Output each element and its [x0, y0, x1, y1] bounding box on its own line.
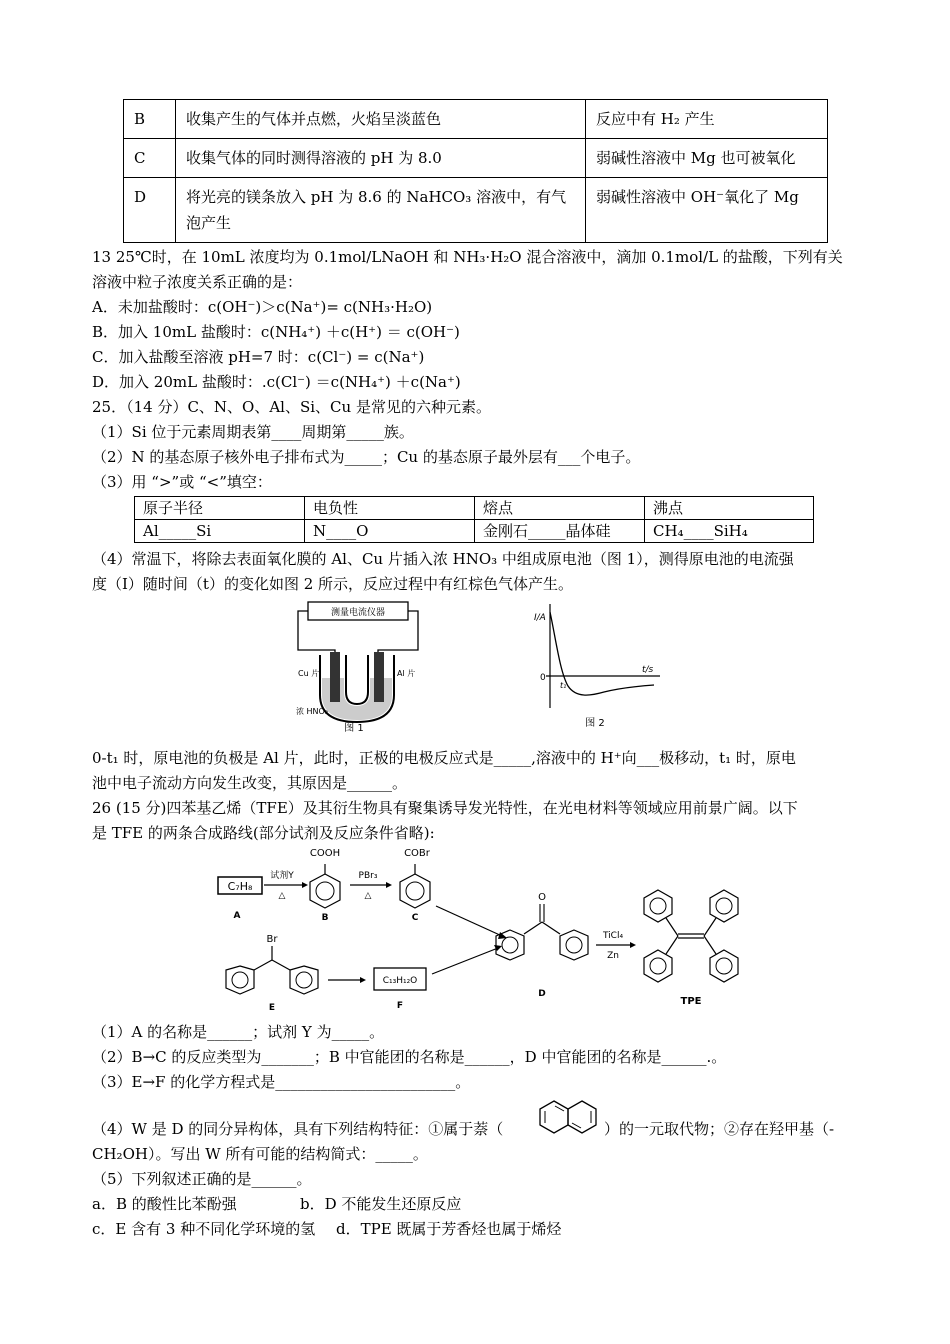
double-bond [555, 1106, 564, 1111]
experiment-table [123, 99, 828, 243]
q25-part1: （1）Si 位于元素周期表第____周期第_____族。 [92, 423, 414, 441]
header-boiling-point: 沸点 [645, 497, 814, 520]
t1-label: t₁ [560, 681, 567, 690]
compound-f-formula: C₁₃H₁₂O [382, 976, 418, 986]
q13-option-d: D．加入 20mL 盐酸时：.c(Cl⁻) ＝c(NH₄⁺) ＋c(Na⁺) [92, 373, 461, 391]
aromatic-circle [296, 972, 312, 988]
table-row [124, 139, 828, 178]
bond [524, 922, 542, 934]
q25-part4-line1: （4）常温下，将除去表面氧化膜的 Al、Cu 片插入浓 HNO₃ 中组成原电池（图 1），测得原电池的电流强 [92, 550, 794, 568]
q26-option-d: d．TPE 既属于芳香烃也属于烯烃 [336, 1220, 562, 1238]
q26-option-b: b．D 不能发生还原反应 [300, 1195, 462, 1213]
compound-f-label: F [396, 1001, 404, 1011]
al-label: Al 片 [397, 669, 416, 678]
pbr3-label: PBr₃ [358, 871, 378, 881]
q13-option-c: C．加入盐酸至溶液 pH=7 时：c(Cl⁻) = c(Na⁺) [92, 348, 425, 366]
bond [666, 918, 678, 936]
aromatic-circle [566, 937, 582, 953]
compound-b-label: B [321, 913, 329, 923]
q26-option-c: c．E 含有 3 种不同化学环境的氢 [92, 1220, 316, 1238]
operation-cell: 将光亮的镁条放入 pH 为 8.6 的 NaHCO₃ 溶液中，有气泡产生 [176, 178, 586, 243]
cooh-group: COOH [309, 848, 341, 859]
q25-part5-line1: 0-t₁ 时，原电池的负极是 Al 片，此时，正极的电极反应式是_____,溶液中的 H⁺向___极移动，t₁ 时，原电 [92, 749, 796, 767]
header-radius: 原子半径 [135, 497, 305, 520]
compound-d-label: D [538, 989, 546, 999]
benzene-ring-d2 [560, 930, 588, 960]
origin-label: 0 [540, 673, 546, 683]
row-label: C [124, 139, 176, 178]
ticl4-label: TiCl₄ [602, 931, 624, 941]
aromatic-circle [716, 958, 732, 974]
y-axis-label: I/A [534, 613, 546, 623]
benzene-ring-e1 [226, 966, 254, 994]
arrow-head-icon [386, 882, 392, 888]
compound-a-label: A [233, 911, 241, 921]
conclusion-cell: 弱碱性溶液中 Mg 也可被氧化 [586, 139, 828, 178]
aromatic-circle [406, 882, 424, 900]
q25-part5-line2: 池中电子流动方向发生改变，其原因是______。 [92, 774, 408, 792]
tpe-label: TPE [680, 996, 702, 1007]
q13-stem-line1: 13 25℃时，在 10mL 浓度均为 0.1mol/LNaOH 和 NH₃·H₂O 混合溶液中，滴加 0.1mol/L 的盐酸，下列有关 [92, 248, 843, 266]
q25-part4-line2: 度（I）随时间（t）的变化如图 2 所示，反应过程中有红棕色气体产生。 [92, 575, 574, 593]
heat-symbol: △ [364, 891, 372, 901]
bromo-group: Br [266, 934, 278, 945]
q13-option-b: B．加入 10mL 盐酸时：c(NH₄⁺) ＋c(H⁺) ＝ c(OH⁻) [92, 323, 460, 341]
compound-e-label: E [268, 1003, 276, 1013]
q26-sub5: （5）下列叙述正确的是______。 [92, 1170, 312, 1188]
acid-label: 浓 HNO₃ [296, 707, 329, 716]
current-curve [550, 612, 654, 695]
q26-sub3: （3）E→F 的化学方程式是________________________。 [92, 1073, 471, 1091]
bond [542, 922, 560, 934]
benzene-ring-e2 [290, 966, 318, 994]
benzene-ring-tpe2 [710, 890, 738, 922]
cell-boiling-point: CH₄____SiH₄ [645, 520, 814, 543]
arrow-c-d [436, 906, 502, 936]
meter-label: 测量电流仪器 [330, 608, 386, 618]
table-header-row [135, 497, 814, 520]
aromatic-circle [502, 937, 518, 953]
benzene-ring-d1 [496, 930, 524, 960]
arrow-head-icon [360, 977, 366, 983]
benzene-ring-b [310, 874, 340, 908]
zn-label: Zn [607, 951, 619, 961]
q26-sub2: （2）B→C 的反应类型为_______；B 中官能团的名称是______，D 中官能团的名称是______.。 [92, 1048, 727, 1066]
cu-label: Cu 片 [298, 669, 320, 678]
conclusion-cell: 反应中有 H₂ 产生 [586, 100, 828, 139]
header-electronegativity: 电负性 [305, 497, 475, 520]
al-electrode [374, 652, 384, 702]
heat-symbol: △ [278, 891, 286, 901]
benzene-ring-c [400, 874, 430, 908]
header-melting-point: 熔点 [475, 497, 645, 520]
naphthalene-ring-1 [540, 1101, 568, 1133]
q25-title: 25．（14 分）C、N、O、Al、Si、Cu 是常见的六种元素。 [92, 398, 491, 416]
q26-sub1: （1）A 的名称是______；试剂 Y 为_____。 [92, 1023, 385, 1041]
synthesis-scheme [210, 842, 750, 1022]
cell-electronegativity: N____O [305, 520, 475, 543]
aromatic-circle [650, 958, 666, 974]
aromatic-circle [650, 898, 666, 914]
bond [666, 936, 678, 954]
q26-sub4-part3: CH₂OH）。写出 W 所有可能的结构简式：_____。 [92, 1145, 428, 1163]
naphthalene-ring-2 [568, 1101, 596, 1133]
arrow-head-icon [494, 945, 502, 951]
arrow-head-icon [302, 882, 308, 888]
bond [254, 960, 272, 970]
figure-1-caption: 图 1 [344, 723, 364, 734]
aromatic-circle [716, 898, 732, 914]
benzene-ring-tpe3 [644, 950, 672, 982]
benzene-ring-tpe4 [710, 950, 738, 982]
figure-1-cell [290, 600, 425, 735]
bond [704, 936, 716, 954]
reagent-y-label: 试剂Y [270, 871, 294, 881]
q26-option-a: a．B 的酸性比苯酚强 [92, 1195, 237, 1213]
q13-stem-line2: 溶液中粒子浓度关系正确的是： [92, 273, 303, 291]
double-bond [572, 1123, 581, 1128]
bond [704, 918, 716, 936]
figure-2-current-graph [520, 600, 670, 735]
q13-option-a: A．未加盐酸时：c(OH⁻)＞c(Na⁺)= c(NH₃·H₂O) [92, 298, 433, 316]
figure-2-caption: 图 2 [585, 718, 605, 729]
u-tube-inner [346, 655, 368, 704]
q25-part3: （3）用 “>”或 “<”填空： [92, 473, 272, 491]
table-row [135, 520, 814, 543]
table-row [124, 100, 828, 139]
arrow-head-icon [630, 942, 636, 948]
conclusion-cell: 弱碱性溶液中 OH⁻氧化了 Mg [586, 178, 828, 243]
row-label: D [124, 178, 176, 243]
compound-c-label: C [411, 913, 419, 923]
naphthalene-structure [536, 1095, 600, 1139]
q26-title-line1: 26 (15 分)四苯基乙烯（TFE）及其衍生物具有聚集诱导发光特性，在光电材料等领域应用前景广阔。以下 [92, 799, 798, 817]
q26-sub4-part2: ）的一元取代物；②存在羟甲基（- [604, 1120, 835, 1138]
cell-melting-point: 金刚石_____晶体硅 [475, 520, 645, 543]
bond [272, 960, 290, 970]
carbonyl-oxygen: O [538, 892, 546, 903]
cobr-group: COBr [404, 848, 430, 859]
benzene-ring-tpe1 [644, 890, 672, 922]
compound-a-formula: C₇H₈ [227, 880, 253, 893]
cell-radius: Al_____Si [135, 520, 305, 543]
aromatic-circle [316, 882, 334, 900]
table-row [124, 178, 828, 243]
operation-cell: 收集气体的同时测得溶液的 pH 为 8.0 [176, 139, 586, 178]
operation-cell: 收集产生的气体并点燃，火焰呈淡蓝色 [176, 100, 586, 139]
comparison-table [134, 496, 814, 543]
row-label: B [124, 100, 176, 139]
x-axis-label: t/s [642, 665, 654, 675]
q25-part2: （2）N 的基态原子核外电子排布式为_____；Cu 的基态原子最外层有___个电子。 [92, 448, 641, 466]
cu-electrode [330, 652, 340, 702]
q26-title-line2: 是 TFE 的两条合成路线(部分试剂及反应条件省略): [92, 824, 435, 842]
q26-sub4-part1: （4）W 是 D 的同分异构体，具有下列结构特征：①属于萘（ [92, 1120, 504, 1138]
arrow-f-d [432, 948, 498, 974]
aromatic-circle [232, 972, 248, 988]
